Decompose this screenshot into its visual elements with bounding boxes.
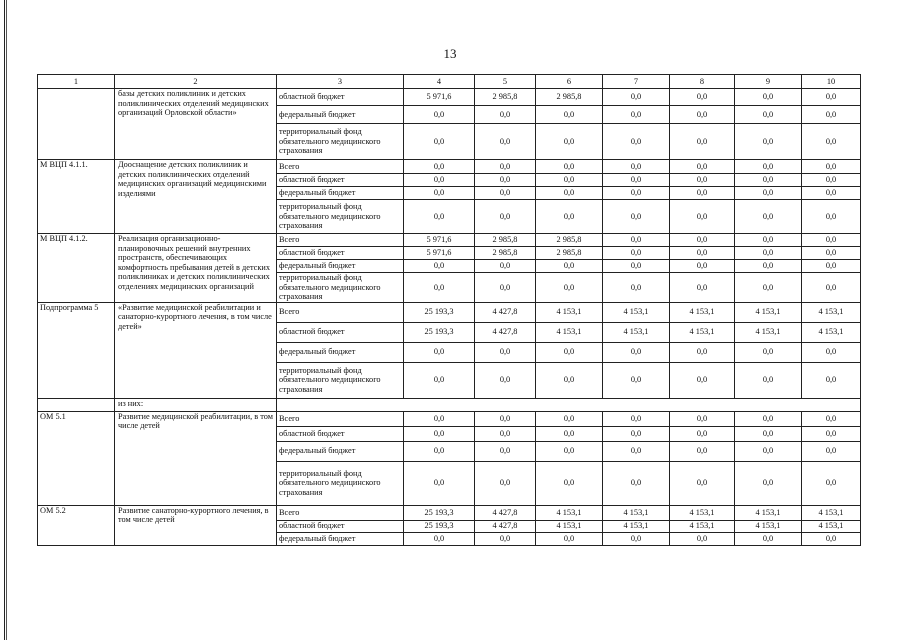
amount-cell: 2 985,8 bbox=[475, 89, 536, 106]
col-number: 9 bbox=[735, 75, 802, 89]
amount-cell: 0,0 bbox=[536, 160, 603, 174]
amount-cell: 0,0 bbox=[670, 89, 735, 106]
amount-cell: 0,0 bbox=[802, 426, 861, 441]
amount-cell: 0,0 bbox=[475, 260, 536, 273]
amount-cell: 5 971,6 bbox=[404, 89, 475, 106]
funding-source: федеральный бюджет bbox=[277, 260, 404, 273]
amount-cell: 0,0 bbox=[603, 187, 670, 200]
amount-cell: 0,0 bbox=[536, 124, 603, 160]
amount-cell: 2 985,8 bbox=[475, 234, 536, 247]
col-number: 5 bbox=[475, 75, 536, 89]
amount-cell: 0,0 bbox=[603, 411, 670, 426]
page-number: 13 bbox=[443, 46, 457, 61]
funding-source: федеральный бюджет bbox=[277, 187, 404, 200]
amount-cell: 0,0 bbox=[603, 342, 670, 362]
amount-cell: 25 193,3 bbox=[404, 505, 475, 520]
col-number: 10 bbox=[802, 75, 861, 89]
amount-cell: 0,0 bbox=[404, 273, 475, 303]
amount-cell: 0,0 bbox=[404, 342, 475, 362]
amount-cell: 4 153,1 bbox=[536, 505, 603, 520]
amount-cell: 0,0 bbox=[536, 342, 603, 362]
amount-cell: 0,0 bbox=[802, 247, 861, 260]
funding-source: территориальный фонд обязательного медицинского страхования bbox=[277, 461, 404, 505]
amount-cell: 4 153,1 bbox=[735, 302, 802, 322]
amount-cell: 0,0 bbox=[603, 89, 670, 106]
amount-cell: 0,0 bbox=[735, 174, 802, 187]
amount-cell: 0,0 bbox=[404, 532, 475, 545]
measure-name: Реализация организационно-планировочных решений внутренних пространств, обеспечивающих комфортность пребывания детей в детских поликлиниках и детских поликлинических отделениях медицинских организаций bbox=[115, 234, 277, 303]
amount-cell: 0,0 bbox=[603, 461, 670, 505]
amount-cell: 4 153,1 bbox=[536, 302, 603, 322]
amount-cell: 4 153,1 bbox=[603, 520, 670, 532]
amount-cell: 0,0 bbox=[536, 187, 603, 200]
amount-cell: 4 153,1 bbox=[670, 520, 735, 532]
amount-cell: 4 153,1 bbox=[802, 302, 861, 322]
amount-cell: 4 153,1 bbox=[670, 302, 735, 322]
amount-cell: 0,0 bbox=[735, 89, 802, 106]
funding-source: федеральный бюджет bbox=[277, 441, 404, 461]
amount-cell: 0,0 bbox=[404, 411, 475, 426]
amount-cell: 5 971,6 bbox=[404, 234, 475, 247]
measure-name: Развитие медицинской реабилитации, в том числе детей bbox=[115, 411, 277, 505]
amount-cell: 0,0 bbox=[670, 124, 735, 160]
amount-cell: 0,0 bbox=[670, 200, 735, 234]
amount-cell: 25 193,3 bbox=[404, 302, 475, 322]
funding-source: областной бюджет bbox=[277, 174, 404, 187]
amount-cell: 0,0 bbox=[404, 187, 475, 200]
amount-cell: 0,0 bbox=[603, 260, 670, 273]
amount-cell: 0,0 bbox=[475, 160, 536, 174]
measure-name: базы детских поликлиник и детских поликлинических отделений медицинских организаций Орловской области» bbox=[115, 89, 277, 160]
col-number: 2 bbox=[115, 75, 277, 89]
amount-cell: 4 427,8 bbox=[475, 505, 536, 520]
funding-source: Всего bbox=[277, 302, 404, 322]
amount-cell: 0,0 bbox=[404, 461, 475, 505]
amount-cell: 0,0 bbox=[603, 441, 670, 461]
amount-cell: 0,0 bbox=[536, 174, 603, 187]
table-row bbox=[38, 505, 861, 520]
amount-cell: 0,0 bbox=[670, 160, 735, 174]
amount-cell: 0,0 bbox=[536, 273, 603, 303]
amount-cell: 0,0 bbox=[802, 441, 861, 461]
budget-table bbox=[37, 74, 861, 546]
amount-cell: 0,0 bbox=[603, 124, 670, 160]
empty-cell bbox=[277, 398, 861, 411]
amount-cell: 0,0 bbox=[735, 234, 802, 247]
amount-cell: 0,0 bbox=[404, 260, 475, 273]
funding-source: Всего bbox=[277, 505, 404, 520]
amount-cell: 2 985,8 bbox=[536, 247, 603, 260]
amount-cell: 0,0 bbox=[475, 106, 536, 124]
amount-cell: 0,0 bbox=[670, 342, 735, 362]
amount-cell: 4 427,8 bbox=[475, 520, 536, 532]
amount-cell: 0,0 bbox=[735, 441, 802, 461]
amount-cell: 4 153,1 bbox=[802, 520, 861, 532]
amount-cell: 0,0 bbox=[735, 247, 802, 260]
amount-cell: 0,0 bbox=[802, 362, 861, 398]
amount-cell: 0,0 bbox=[802, 89, 861, 106]
amount-cell: 0,0 bbox=[735, 342, 802, 362]
measure-code: ОМ 5.2 bbox=[38, 505, 115, 545]
from-them-label: из них: bbox=[115, 398, 277, 411]
amount-cell: 0,0 bbox=[603, 247, 670, 260]
amount-cell: 0,0 bbox=[475, 342, 536, 362]
amount-cell: 25 193,3 bbox=[404, 322, 475, 342]
amount-cell: 0,0 bbox=[735, 187, 802, 200]
funding-source: федеральный бюджет bbox=[277, 342, 404, 362]
table-row bbox=[38, 411, 861, 426]
amount-cell: 0,0 bbox=[670, 260, 735, 273]
amount-cell: 0,0 bbox=[404, 426, 475, 441]
funding-source: территориальный фонд обязательного медицинского страхования bbox=[277, 273, 404, 303]
amount-cell: 0,0 bbox=[802, 411, 861, 426]
measure-name: Развитие санаторно-курортного лечения, в том числе детей bbox=[115, 505, 277, 545]
funding-source: областной бюджет bbox=[277, 520, 404, 532]
measure-code: Подпрограмма 5 bbox=[38, 302, 115, 398]
amount-cell: 0,0 bbox=[802, 187, 861, 200]
table-row bbox=[38, 160, 861, 174]
amount-cell: 0,0 bbox=[802, 174, 861, 187]
code-cell bbox=[38, 398, 115, 411]
amount-cell: 0,0 bbox=[475, 362, 536, 398]
amount-cell: 25 193,3 bbox=[404, 520, 475, 532]
amount-cell: 2 985,8 bbox=[536, 89, 603, 106]
funding-source: федеральный бюджет bbox=[277, 106, 404, 124]
amount-cell: 0,0 bbox=[404, 124, 475, 160]
amount-cell: 0,0 bbox=[603, 234, 670, 247]
amount-cell: 0,0 bbox=[603, 532, 670, 545]
amount-cell: 4 153,1 bbox=[536, 520, 603, 532]
col-number: 3 bbox=[277, 75, 404, 89]
amount-cell: 0,0 bbox=[603, 362, 670, 398]
amount-cell: 0,0 bbox=[536, 532, 603, 545]
amount-cell: 0,0 bbox=[404, 106, 475, 124]
amount-cell: 0,0 bbox=[603, 426, 670, 441]
amount-cell: 0,0 bbox=[404, 362, 475, 398]
measure-code: М ВЦП 4.1.1. bbox=[38, 160, 115, 234]
amount-cell: 0,0 bbox=[404, 200, 475, 234]
funding-source: территориальный фонд обязательного медицинского страхования bbox=[277, 124, 404, 160]
amount-cell: 0,0 bbox=[802, 461, 861, 505]
col-number: 6 bbox=[536, 75, 603, 89]
measure-name: «Развитие медицинской реабилитации и санаторно-курортного лечения, в том числе детей» bbox=[115, 302, 277, 398]
amount-cell: 0,0 bbox=[735, 273, 802, 303]
amount-cell: 0,0 bbox=[670, 234, 735, 247]
table-body bbox=[38, 89, 861, 546]
funding-source: федеральный бюджет bbox=[277, 532, 404, 545]
amount-cell: 0,0 bbox=[475, 124, 536, 160]
amount-cell: 4 153,1 bbox=[603, 322, 670, 342]
table-row bbox=[38, 234, 861, 247]
amount-cell: 0,0 bbox=[735, 461, 802, 505]
amount-cell: 4 153,1 bbox=[670, 505, 735, 520]
amount-cell: 0,0 bbox=[802, 160, 861, 174]
amount-cell: 0,0 bbox=[735, 200, 802, 234]
table-row bbox=[38, 398, 861, 411]
amount-cell: 0,0 bbox=[404, 441, 475, 461]
amount-cell: 0,0 bbox=[735, 426, 802, 441]
amount-cell: 0,0 bbox=[536, 362, 603, 398]
amount-cell: 0,0 bbox=[475, 532, 536, 545]
amount-cell: 0,0 bbox=[536, 200, 603, 234]
amount-cell: 0,0 bbox=[475, 187, 536, 200]
amount-cell: 4 153,1 bbox=[802, 322, 861, 342]
table-row bbox=[38, 302, 861, 322]
amount-cell: 0,0 bbox=[404, 174, 475, 187]
amount-cell: 0,0 bbox=[735, 124, 802, 160]
funding-source: Всего bbox=[277, 160, 404, 174]
amount-cell: 0,0 bbox=[735, 362, 802, 398]
amount-cell: 0,0 bbox=[603, 174, 670, 187]
amount-cell: 0,0 bbox=[802, 532, 861, 545]
measure-name: Дооснащение детских поликлиник и детских поликлинических отделений медицинских организаций медицинскими изделиями bbox=[115, 160, 277, 234]
amount-cell: 0,0 bbox=[802, 260, 861, 273]
amount-cell: 0,0 bbox=[802, 124, 861, 160]
funding-source: Всего bbox=[277, 411, 404, 426]
amount-cell: 4 153,1 bbox=[735, 322, 802, 342]
col-number: 7 bbox=[603, 75, 670, 89]
measure-code: ОМ 5.1 bbox=[38, 411, 115, 505]
amount-cell: 0,0 bbox=[802, 200, 861, 234]
amount-cell: 0,0 bbox=[603, 200, 670, 234]
amount-cell: 0,0 bbox=[475, 411, 536, 426]
amount-cell: 0,0 bbox=[536, 461, 603, 505]
amount-cell: 4 153,1 bbox=[735, 505, 802, 520]
funding-source: областной бюджет bbox=[277, 322, 404, 342]
amount-cell: 0,0 bbox=[670, 187, 735, 200]
amount-cell: 0,0 bbox=[802, 273, 861, 303]
amount-cell: 0,0 bbox=[475, 200, 536, 234]
amount-cell: 2 985,8 bbox=[475, 247, 536, 260]
amount-cell: 0,0 bbox=[475, 461, 536, 505]
measure-code bbox=[38, 89, 115, 160]
amount-cell: 0,0 bbox=[802, 234, 861, 247]
funding-source: областной бюджет bbox=[277, 426, 404, 441]
amount-cell: 0,0 bbox=[670, 247, 735, 260]
funding-source: территориальный фонд обязательного медицинского страхования bbox=[277, 362, 404, 398]
amount-cell: 0,0 bbox=[670, 362, 735, 398]
amount-cell: 4 427,8 bbox=[475, 322, 536, 342]
col-number: 4 bbox=[404, 75, 475, 89]
amount-cell: 0,0 bbox=[603, 160, 670, 174]
amount-cell: 0,0 bbox=[670, 411, 735, 426]
measure-code: М ВЦП 4.1.2. bbox=[38, 234, 115, 303]
amount-cell: 4 427,8 bbox=[475, 302, 536, 322]
amount-cell: 0,0 bbox=[670, 273, 735, 303]
binding-rule-outer bbox=[4, 0, 5, 640]
amount-cell: 0,0 bbox=[475, 174, 536, 187]
amount-cell: 0,0 bbox=[735, 260, 802, 273]
table-row bbox=[38, 89, 861, 106]
amount-cell: 5 971,6 bbox=[404, 247, 475, 260]
amount-cell: 0,0 bbox=[536, 426, 603, 441]
amount-cell: 0,0 bbox=[735, 106, 802, 124]
amount-cell: 0,0 bbox=[536, 106, 603, 124]
amount-cell: 0,0 bbox=[404, 160, 475, 174]
funding-source: территориальный фонд обязательного медицинского страхования bbox=[277, 200, 404, 234]
amount-cell: 0,0 bbox=[802, 106, 861, 124]
amount-cell: 0,0 bbox=[536, 260, 603, 273]
amount-cell: 0,0 bbox=[536, 411, 603, 426]
amount-cell: 0,0 bbox=[670, 174, 735, 187]
amount-cell: 0,0 bbox=[735, 160, 802, 174]
amount-cell: 0,0 bbox=[475, 273, 536, 303]
funding-source: областной бюджет bbox=[277, 89, 404, 106]
amount-cell: 0,0 bbox=[603, 106, 670, 124]
amount-cell: 0,0 bbox=[670, 426, 735, 441]
amount-cell: 0,0 bbox=[670, 461, 735, 505]
amount-cell: 0,0 bbox=[735, 411, 802, 426]
amount-cell: 2 985,8 bbox=[536, 234, 603, 247]
amount-cell: 4 153,1 bbox=[536, 322, 603, 342]
amount-cell: 0,0 bbox=[802, 342, 861, 362]
amount-cell: 0,0 bbox=[670, 532, 735, 545]
amount-cell: 0,0 bbox=[475, 426, 536, 441]
col-number: 1 bbox=[38, 75, 115, 89]
amount-cell: 4 153,1 bbox=[603, 505, 670, 520]
amount-cell: 4 153,1 bbox=[802, 505, 861, 520]
amount-cell: 0,0 bbox=[735, 532, 802, 545]
amount-cell: 0,0 bbox=[475, 441, 536, 461]
funding-source: Всего bbox=[277, 234, 404, 247]
funding-source: областной бюджет bbox=[277, 247, 404, 260]
column-number-row bbox=[38, 75, 861, 89]
amount-cell: 4 153,1 bbox=[735, 520, 802, 532]
amount-cell: 0,0 bbox=[670, 441, 735, 461]
amount-cell: 0,0 bbox=[536, 441, 603, 461]
amount-cell: 0,0 bbox=[670, 106, 735, 124]
amount-cell: 4 153,1 bbox=[603, 302, 670, 322]
binding-rule-inner bbox=[6, 0, 7, 640]
col-number: 8 bbox=[670, 75, 735, 89]
amount-cell: 4 153,1 bbox=[670, 322, 735, 342]
amount-cell: 0,0 bbox=[603, 273, 670, 303]
